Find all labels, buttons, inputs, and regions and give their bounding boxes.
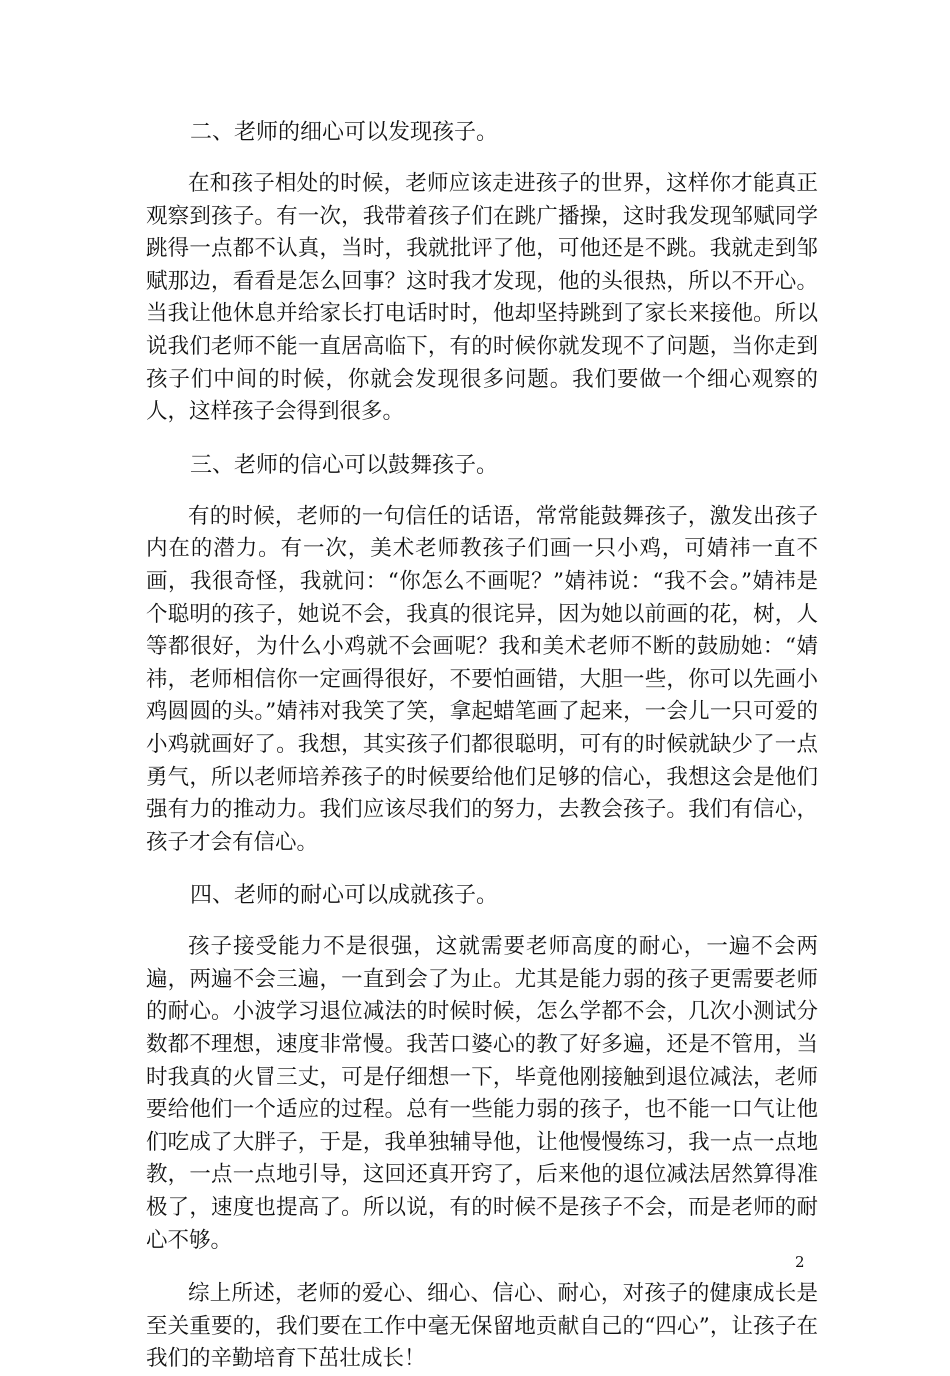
paragraph-conclusion: 综上所述，老师的爱心、细心、信心、耐心，对孩子的健康成长是至关重要的，我们要在工作中毫无保留地贡献自己的“四心”，让孩子在我们的辛勤培育下茁壮成长！ <box>146 1281 818 1372</box>
paragraph-confidence: 有的时候，老师的一句信任的话语，常常能鼓舞孩子，激发出孩子内在的潜力。有一次，美术老师教孩子们画一只小鸡，可婧祎一直不画，我很奇怪，我就问：“你怎么不画呢？”婧祎说：“我不会。”婧祎是个聪明的孩子，她说不会，我真的很诧异，因为她以前画的花，树，人等都很好，为什么小鸡就不会画呢？我和美术老师不断的鼓励她：“婧祎，老师相信你一定画得很好，不要怕画错，大胆一些，你可以先画小鸡圆圆的头。”婧祎对我笑了笑，拿起蜡笔画了起来，一会儿一只可爱的小鸡就画好了。我想，其实孩子们都很聪明，可有的时候就缺少了一点勇气，所以老师培养孩子的时候要给他们足够的信心，我想这会是他们强有力的推动力。我们应该尽我们的努力，去教会孩子。我们有信心，孩子才会有信心。 <box>146 503 818 855</box>
section-heading-patience: 四、老师的耐心可以成就孩子。 <box>190 883 499 909</box>
page-number: 2 <box>795 1253 805 1271</box>
paragraph-carefulness: 在和孩子相处的时候，老师应该走进孩子的世界，这样你才能真正观察到孩子。有一次，我带着孩子们在跳广播操，这时我发现邹赋同学跳得一点都不认真，当时，我就批评了他，可他还是不跳。我就走到邹赋那边，看看是怎么回事？这时我才发现，他的头很热，所以不开心。当我让他休息并给家长打电话时时，他却坚持跳到了家长来接他。所以说我们老师不能一直居高临下，有的时候你就发现不了问题，当你走到孩子们中间的时候，你就会发现很多问题。我们要做一个细心观察的人，这样孩子会得到很多。 <box>146 171 818 425</box>
paragraph-patience: 孩子接受能力不是很强，这就需要老师高度的耐心，一遍不会两遍，两遍不会三遍，一直到会了为止。尤其是能力弱的孩子更需要老师的耐心。小波学习退位减法的时候时候，怎么学都不会，几次小测试分数都不理想，速度非常慢。我苦口婆心的教了好多遍，还是不管用，当时我真的火冒三丈，可是仔细想一下，毕竟他刚接触到退位减法，老师要给他们一个适应的过程。总有一些能力弱的孩子，也不能一口气让他们吃成了大胖子，于是，我单独辅导他，让他慢慢练习，我一点一点地教，一点一点地引导，这回还真开窍了，后来他的退位减法居然算得准极了，速度也提高了。所以说，有的时候不是孩子不会，而是老师的耐心不够。 <box>146 934 818 1253</box>
section-heading-carefulness: 二、老师的细心可以发现孩子。 <box>190 120 499 145</box>
section-heading-confidence: 三、老师的信心可以鼓舞孩子。 <box>190 452 499 478</box>
document-body <box>146 117 818 1376</box>
